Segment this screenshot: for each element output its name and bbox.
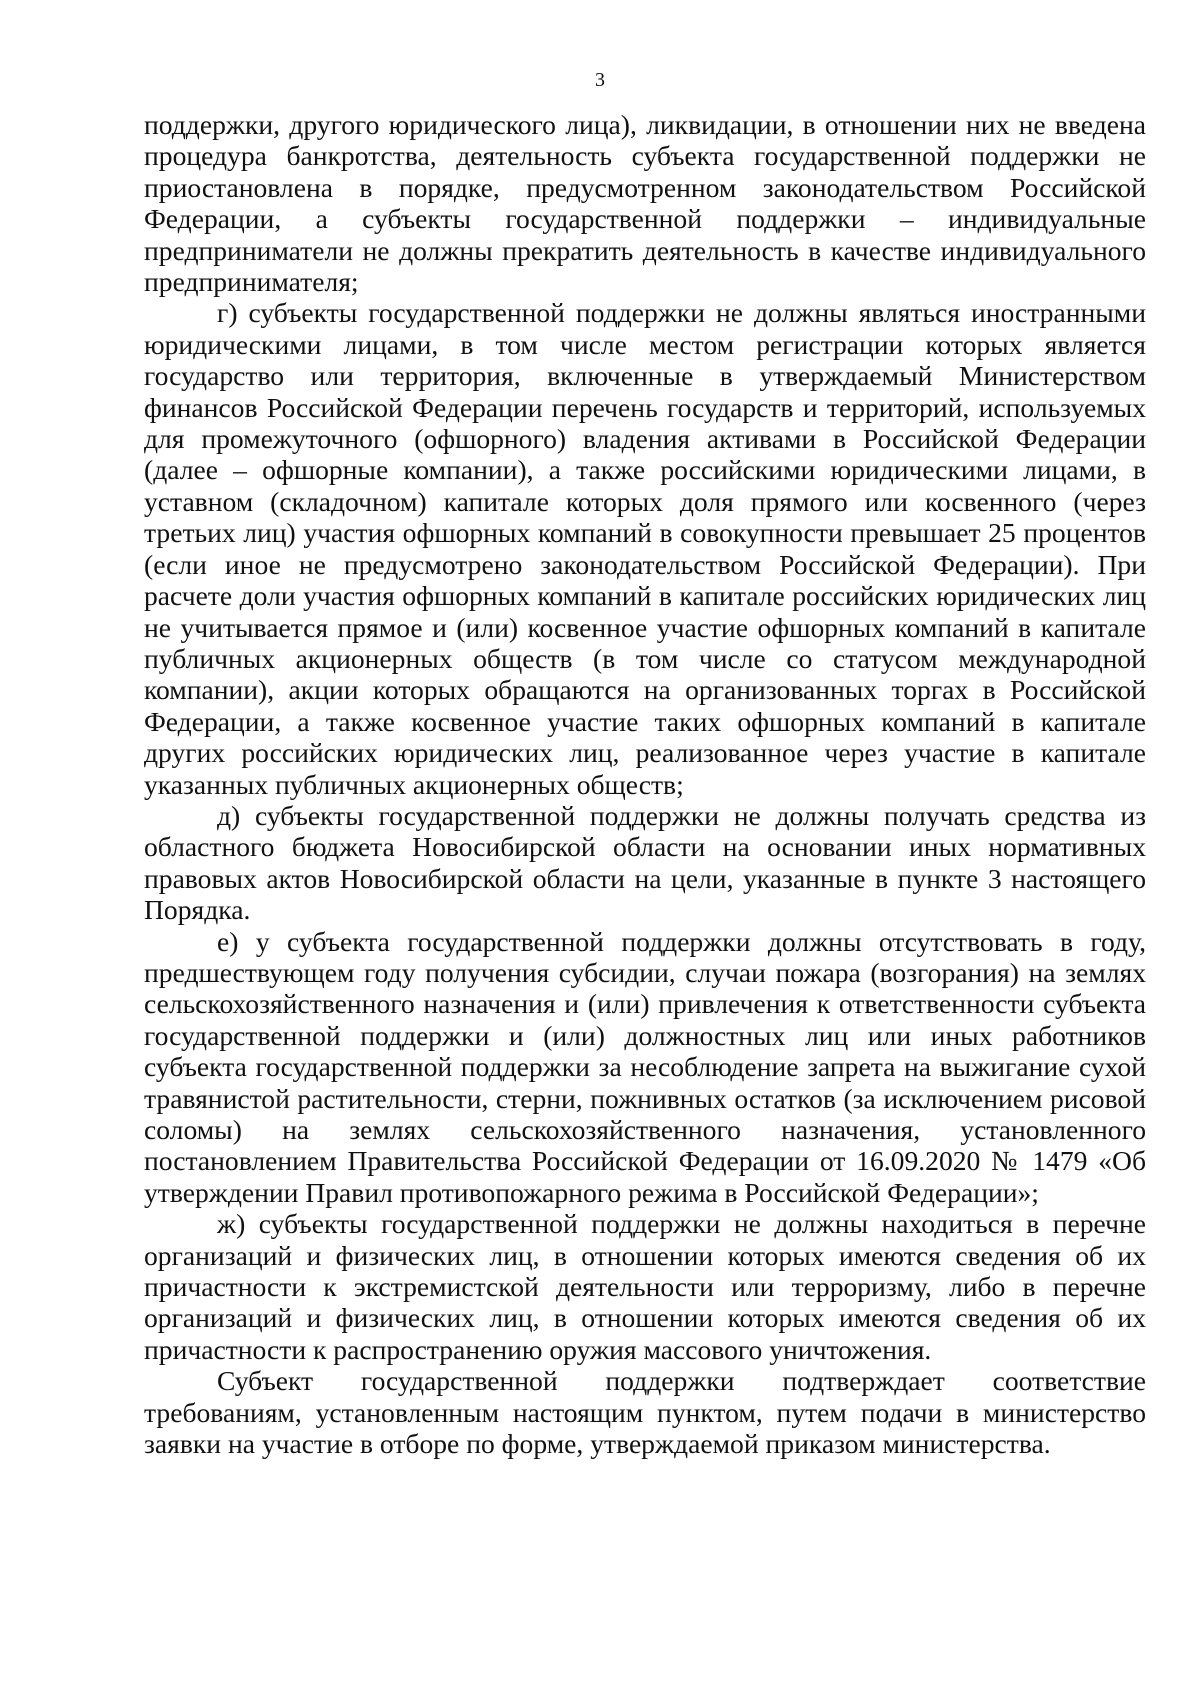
paragraph-item-d: д) субъекты государственной поддержки не должны получать средства из областного бюджета Новосибирской области на основании иных нормативных правовых актов Новосибирской области на цели, указанные в пункте 3 настоящего Порядка. <box>144 799 1146 926</box>
paragraph-item-g: г) субъекты государственной поддержки не должны являться иностранными юридическими лицами, в том числе местом регистрации которых является государство или территория, включенные в утверждаемый Министерством финансов Российской Федерации перечень государств и территорий, используемых для промежуточного (офшорного) владения активами в Российской Федерации (далее – офшорные компании), а также российскими юридическими лицами, в уставном (складочном) капитале которых доля прямого или косвенного (через третьих лиц) участия офшорных компаний в совокупности превышает 25 процентов (если иное не предусмотрено законодательством Российской Федерации). При расчете доли участия офшорных компаний в капитале российских юридических лиц не учитывается прямое и (или) косвенное участие офшорных компаний в капитале публичных акционерных обществ (в том числе со статусом международной компании), акции которых обращаются на организованных торгах в Российской Федерации, а также косвенное участие таких офшорных компаний в капитале других российских юридических лиц, реализованное через участие в капитале указанных публичных акционерных обществ; <box>144 297 1146 800</box>
paragraph-closing: Субъект государственной поддержки подтверждает соответствие требованиям, установленным настоящим пунктом, путем подачи в министерство заявки на участие в отборе по форме, утверждаемой приказом министерства. <box>144 1365 1146 1460</box>
paragraph-item-e: е) у субъекта государственной поддержки должны отсутствовать в году, предшествующем году получения субсидии, случаи пожара (возгорания) на землях сельскохозяйственного назначения и (или) привлечения к ответственности субъекта государственной поддержки и (или) должностных лиц или иных работников субъекта государственной поддержки за несоблюдение запрета на выжигание сухой травянистой растительности, стерни, пожнивных остатков (за исключением рисовой соломы) на землях сельскохозяйственного назначения, установленного постановлением Правительства Российской Федерации от 16.09.2020 № 1479 «Об утверждении Правил противопожарного режима в Российской Федерации»; <box>144 925 1146 1208</box>
page-number: 3 <box>595 69 605 91</box>
paragraph-item-zh: ж) субъекты государственной поддержки не должны находиться в перечне организаций и физических лиц, в отношении которых имеются сведения об их причастности к экстремистской деятельности или терроризму, либо в перечне организаций и физических лиц, в отношении которых имеются сведения об их причастности к распространению оружия массового уничтожения. <box>144 1208 1146 1365</box>
document-body <box>144 109 1146 1459</box>
paragraph-continuation: поддержки, другого юридического лица), ликвидации, в отношении них не введена процедура банкротства, деятельность субъекта государственной поддержки не приостановлена в порядке, предусмотренном законодательством Российской Федерации, а субъекты государственной поддержки – индивидуальные предприниматели не должны прекратить деятельность в качестве индивидуального предпринимателя; <box>144 109 1146 298</box>
